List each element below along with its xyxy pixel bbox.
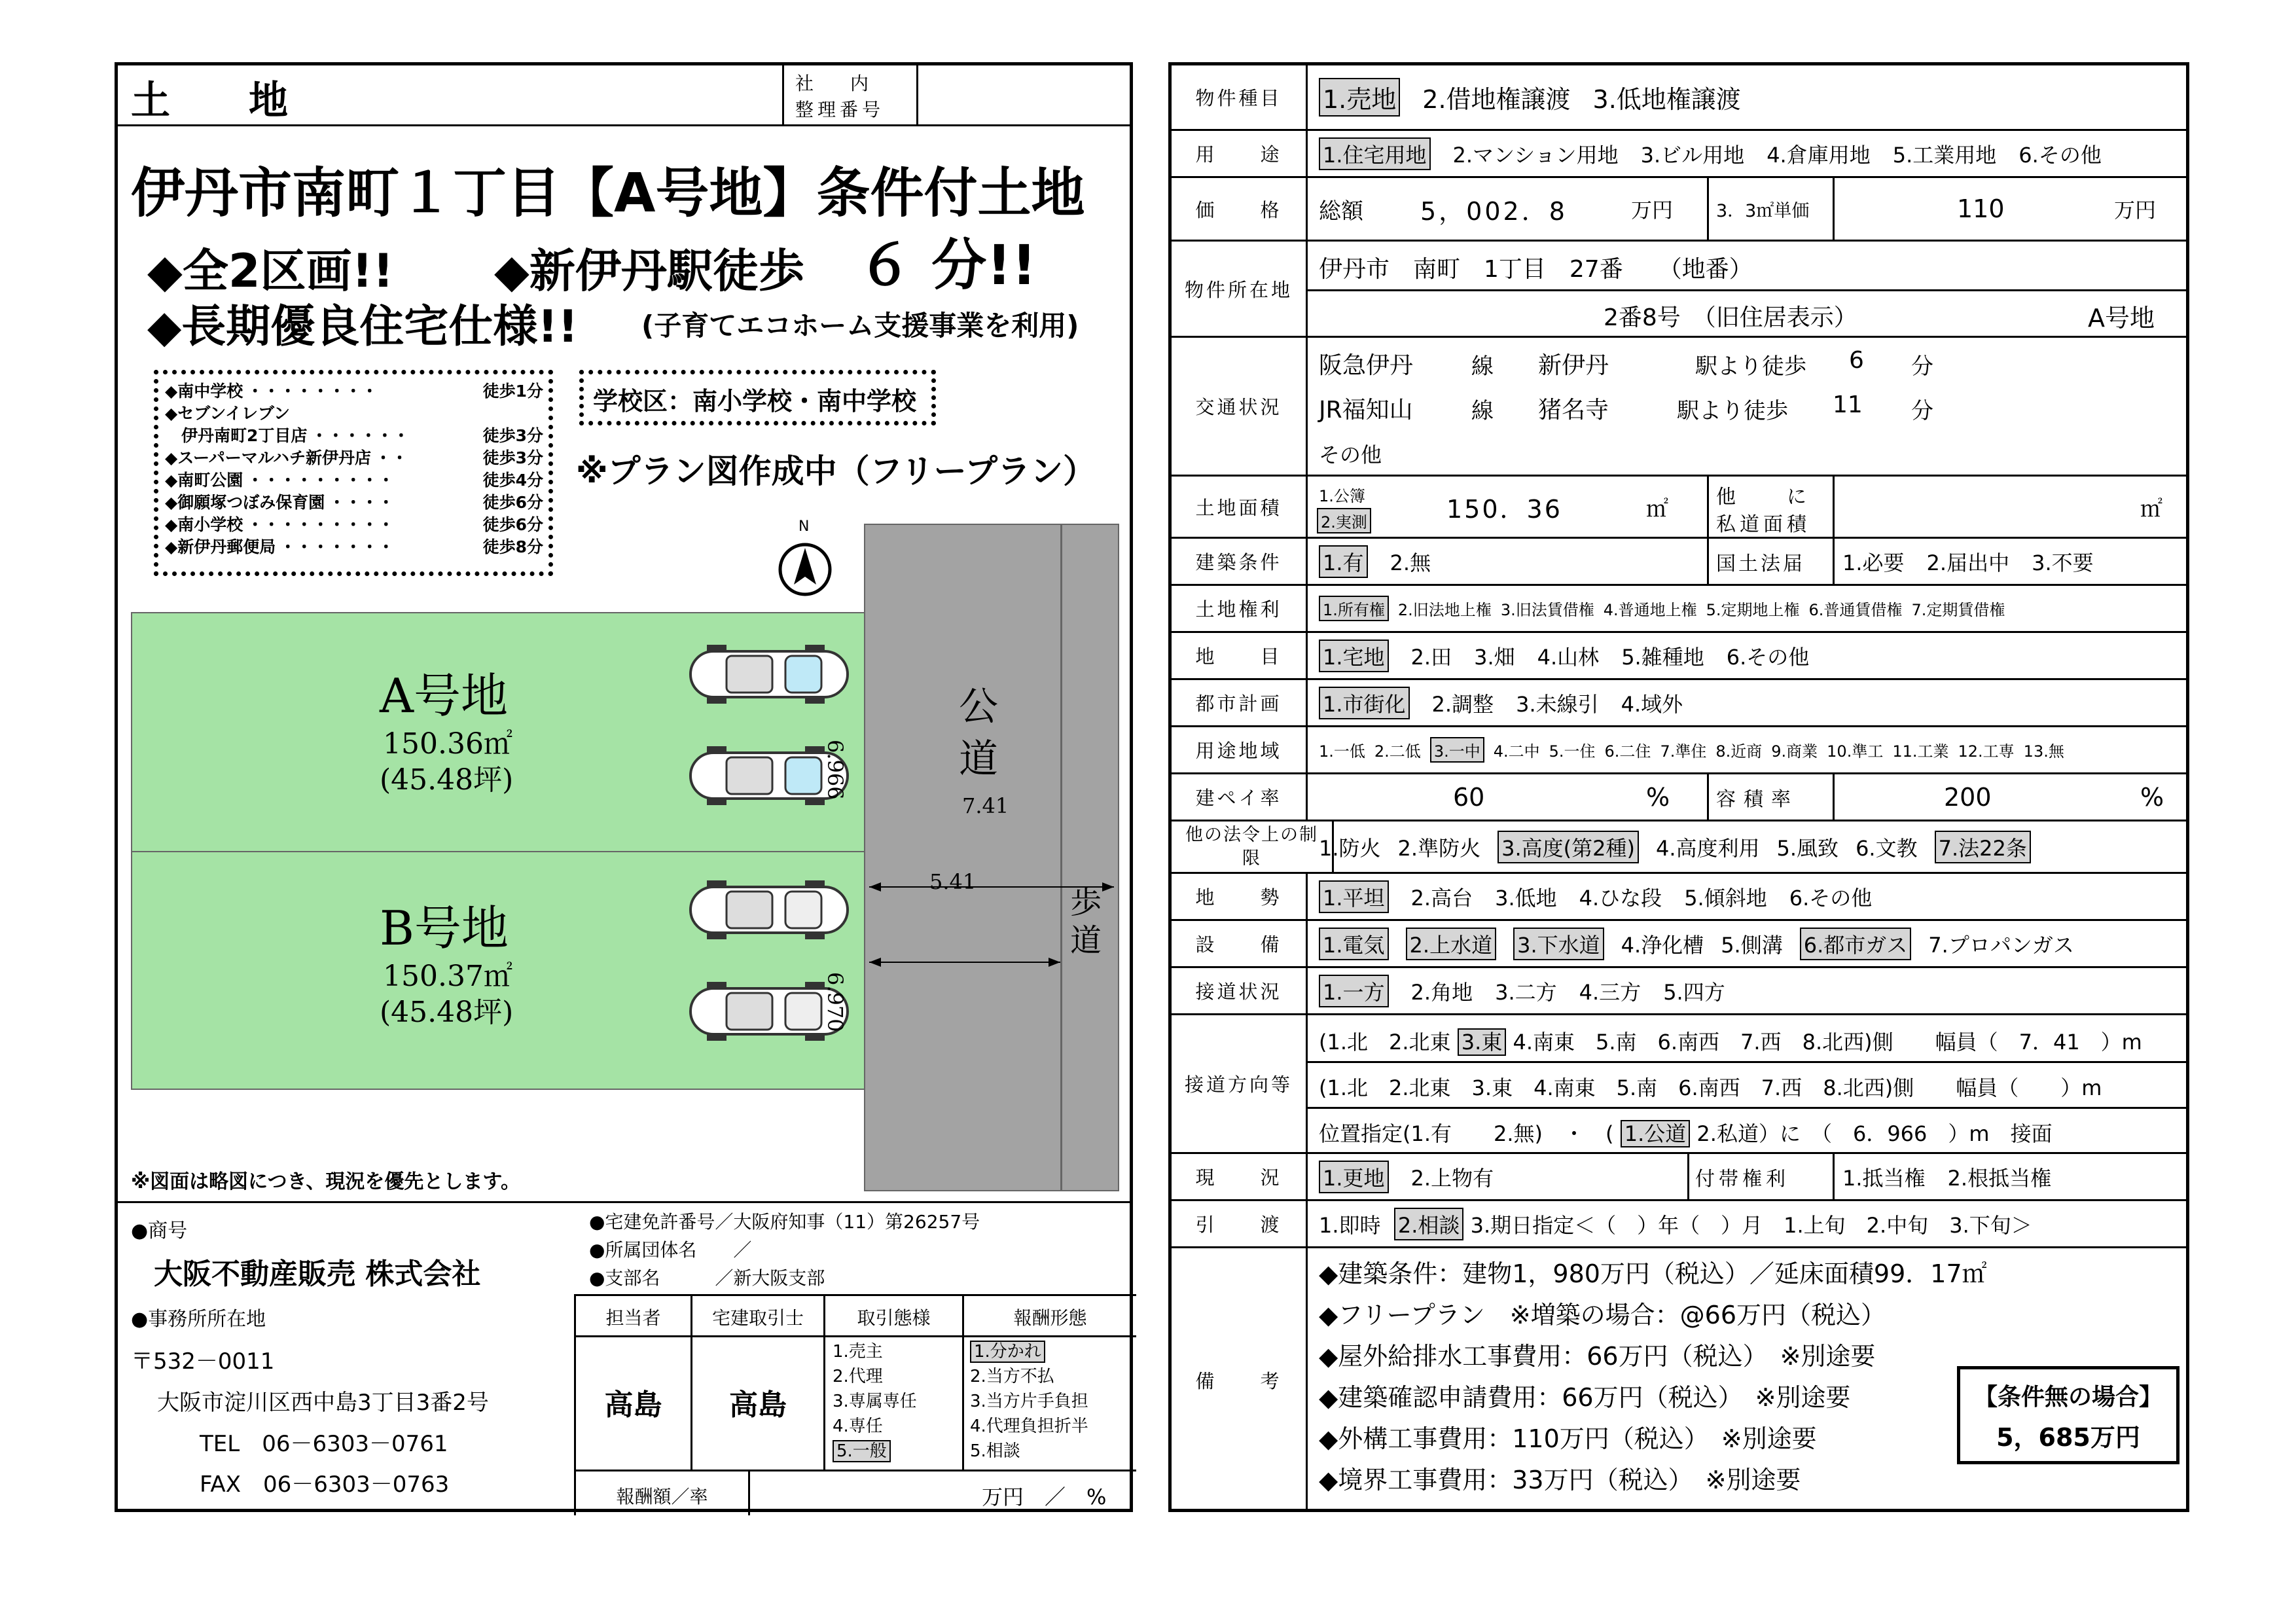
zoning-option: 10.準工 <box>1827 742 1884 761</box>
zoning-option: 2.二低 <box>1374 742 1421 761</box>
nearby-item <box>165 467 543 490</box>
label-use: 用 途 <box>1172 131 1308 176</box>
road-direction-1-selected: 3.東 <box>1458 1028 1507 1056</box>
nearby-item <box>165 401 543 423</box>
road-access-option: 1.一方 <box>1319 975 1389 1007</box>
terrain-option: 5.傾斜地 <box>1684 885 1767 911</box>
nearby-item-time: 徒歩6分 <box>482 515 543 534</box>
row-road-direction <box>1172 1015 2186 1154</box>
trade-type: 4.専任 <box>833 1416 883 1436</box>
zoning-option: 5.一住 <box>1549 742 1596 761</box>
nearby-item-name: ◆南中学校 <box>165 382 243 401</box>
current-option: 2.上物有 <box>1410 1165 1494 1191</box>
property-flyer-left <box>115 62 1133 1512</box>
nearby-item-name: ◆南町公園 <box>165 471 243 490</box>
restriction-option: 7.法22条 <box>1935 831 2031 863</box>
area-value: 150．36 <box>1446 494 1562 524</box>
trade-type-header: 取引態様 <box>857 1307 931 1329</box>
road-direction-2: (1.北 2.北東 3.東 4.南東 5.南 6.南西 7.西 8.北西)側 幅員（ ）m <box>1319 1075 2102 1100</box>
header-title: 土 地 <box>131 78 288 124</box>
office-label: ●事務所所在地 <box>131 1308 266 1331</box>
remark-line: ◆外構工事費用：110万円（税込） ※別途要 <box>1319 1424 1817 1453</box>
land-law-option: 3.不要 <box>2032 550 2094 575</box>
zoning-option: 12.工専 <box>1958 742 2015 761</box>
transport1-line-suffix: 線 <box>1471 353 1494 380</box>
lot-b-area: 150.37㎡ <box>383 960 512 993</box>
staff-table <box>574 1294 1136 1515</box>
bcr-value: 60 <box>1453 782 1485 812</box>
road-access-option: 4.三方 <box>1579 979 1641 1005</box>
terrain-option: 2.高台 <box>1410 885 1473 911</box>
use-option: 6.その他 <box>2018 142 2102 168</box>
land-law-label: 国土法届 <box>1716 552 1805 575</box>
road-access-option: 3.二方 <box>1495 979 1557 1005</box>
terrain-option: 4.ひな段 <box>1579 885 1662 911</box>
label-remarks: 備 考 <box>1172 1248 1308 1512</box>
category-option: 4.山林 <box>1537 644 1600 670</box>
rights-option: 6.普通賃借権 <box>1808 601 1903 619</box>
nearby-item-dots: ・・・・・・・ <box>279 537 395 556</box>
nearby-item-time: 徒歩1分 <box>482 382 543 401</box>
no-condition-box <box>1957 1366 2179 1464</box>
nearby-item-name: ◆スーパーマルハチ新伊丹店 <box>165 448 371 467</box>
nearby-item-dots: ・・・・ <box>329 493 395 512</box>
restriction-option: 3.高度(第2種) <box>1498 831 1639 863</box>
remark-line: ◆境界工事費用：33万円（税込） ※別途要 <box>1319 1466 1801 1494</box>
label-category: 地 目 <box>1172 633 1308 678</box>
category-option: 6.その他 <box>1726 644 1810 670</box>
nearby-item-dots: ・・・・・・・・・ <box>247 471 395 490</box>
city-plan-option: 2.調整 <box>1431 691 1494 717</box>
label-area: 土地面積 <box>1172 477 1308 537</box>
dim-road-width-2: 5.41 <box>929 869 977 894</box>
delivery-date: 3.期日指定＜（ ）年（ ）月 1.上旬 2.中旬 3.下旬＞ <box>1470 1212 2032 1238</box>
row-delivery <box>1172 1201 2186 1248</box>
school-district: 学校区：南小学校・南中学校 <box>593 387 917 416</box>
row-building-condition <box>1172 539 2186 586</box>
label-bcr: 建ペイ率 <box>1172 774 1308 820</box>
transport1-minutes: 6 <box>1849 347 1864 374</box>
zoning-option: 8.近商 <box>1715 742 1763 761</box>
terrain-option: 6.その他 <box>1789 885 1873 911</box>
row-terrain <box>1172 874 2186 921</box>
facility-option: 3.下水道 <box>1513 928 1604 960</box>
zoning-option: 6.二住 <box>1604 742 1651 761</box>
far-value: 200 <box>1944 782 1992 812</box>
road-direction-1-pre: (1.北 2.北東 <box>1319 1030 1451 1055</box>
rights-option: 7.定期賃借権 <box>1911 601 2005 619</box>
school-box <box>579 370 936 425</box>
transport2-line: JR福知山 <box>1319 397 1413 424</box>
fee-type: 2.当方不払 <box>970 1367 1054 1386</box>
zoning-option: 9.商業 <box>1771 742 1818 761</box>
label-current: 現 況 <box>1172 1154 1308 1199</box>
attached-rights-option: 1.抵当権 <box>1842 1165 1926 1191</box>
tel: TEL 06－6303－0761 <box>200 1431 448 1457</box>
fee-type: 3.当方片手負担 <box>970 1392 1088 1411</box>
far-label: 容積率 <box>1716 787 1799 811</box>
fee-type: 4.代理負担折半 <box>970 1416 1088 1436</box>
map-note: ※図面は略図につき、現況を優先とします。 <box>131 1170 520 1193</box>
label-delivery: 引 渡 <box>1172 1201 1308 1246</box>
nearby-item-time: 徒歩3分 <box>482 426 543 445</box>
nearby-item-dots: ・・・・・・ <box>311 426 410 445</box>
headline: 伊丹市南町１丁目【A号地】条件付土地 <box>131 162 1085 225</box>
area-registry: 1.公簿 <box>1319 487 1365 505</box>
attached-rights-option: 2.根抵当権 <box>1947 1165 2052 1191</box>
rights-option: 2.旧法地上権 <box>1397 601 1492 619</box>
dim-road-width: 7.41 <box>962 793 1009 818</box>
label-type: 物件種目 <box>1172 65 1308 129</box>
lot-b-tsubo: (45.48坪) <box>380 996 514 1029</box>
no-condition-title: 【条件無の場合】 <box>1973 1384 2162 1411</box>
sidewalk-label: 歩道 <box>1070 884 1102 959</box>
facility-option: 2.上水道 <box>1406 928 1497 960</box>
restriction-option: 4.高度利用 <box>1655 835 1760 861</box>
delivery-consult: 2.相談 <box>1394 1208 1464 1240</box>
unit-price: 110 <box>1957 194 2005 223</box>
private-road-unit: ㎡ <box>2140 496 2162 522</box>
label-location: 物件所在地 <box>1172 242 1308 336</box>
transport2-min-unit: 分 <box>1911 398 1933 424</box>
transport2-walk: 駅より徒歩 <box>1677 398 1788 424</box>
row-rights <box>1172 586 2186 633</box>
nearby-item-dots: ・・ <box>374 448 408 467</box>
land-law-option: 1.必要 <box>1842 550 1905 575</box>
nearby-box <box>154 370 553 576</box>
remark-line: ◆建築条件：建物1，980万円（税込）／延床面積99．17㎡ <box>1319 1259 1987 1288</box>
sub-long-term-note: (子育てエコホーム支援事業を利用) <box>641 310 1079 342</box>
use-option: 1.住宅用地 <box>1319 137 1431 170</box>
row-use <box>1172 131 2186 178</box>
transport1-min-unit: 分 <box>1911 353 1933 380</box>
rights-option: 4.普通地上権 <box>1603 601 1697 619</box>
unit-price-label: 3．3㎡単価 <box>1716 200 1810 221</box>
sub-station: ◆新伊丹駅徒歩 <box>494 244 804 298</box>
row-remarks <box>1172 1248 2186 1512</box>
bcr-unit: % <box>1646 782 1670 812</box>
zoning-option: 1.一低 <box>1319 742 1365 761</box>
road-access-option: 2.角地 <box>1410 979 1473 1005</box>
agent-name: 高島 <box>729 1388 787 1422</box>
transport1-walk: 駅より徒歩 <box>1695 353 1806 380</box>
dimension-lines <box>864 524 1119 1191</box>
price-total: 5，002．8 <box>1420 196 1568 226</box>
price-total-label: 総額 <box>1319 198 1363 225</box>
branch: ●支部名 ／新大阪支部 <box>589 1267 825 1289</box>
agent-header: 宅建取引士 <box>711 1307 804 1329</box>
remark-line: ◆屋外給排水工事費用：66万円（税込） ※別途要 <box>1319 1342 1876 1371</box>
nearby-item-name: ◆セブンイレブン <box>165 404 290 423</box>
fax: FAX 06－6303－0763 <box>200 1471 450 1498</box>
road-position <box>1319 1117 2053 1147</box>
row-transport <box>1172 338 2186 477</box>
lot-b-name: B号地 <box>380 901 509 956</box>
postal-code: 〒532－0011 <box>131 1348 275 1375</box>
company-name: 大阪不動産販売 株式会社 <box>154 1257 481 1291</box>
row-road-access <box>1172 968 2186 1015</box>
remark-line: ◆建築確認申請費用：66万円（税込） ※別途要 <box>1319 1383 1851 1412</box>
company-label: ●商号 <box>131 1219 188 1242</box>
rights-option: 3.旧法賃借権 <box>1500 601 1594 619</box>
staff-name: 高島 <box>604 1388 662 1422</box>
fee-type: 5.相談 <box>970 1441 1020 1461</box>
row-bcr <box>1172 774 2186 821</box>
delivery-immediate: 1.即時 <box>1319 1212 1381 1238</box>
row-zoning <box>1172 727 2186 774</box>
attached-rights-label: 付帯権利 <box>1695 1167 1789 1191</box>
road-position-selected: 1.公道 <box>1621 1120 1691 1147</box>
facility-option: 5.側溝 <box>1721 932 1783 958</box>
nearby-item-time: 徒歩3分 <box>482 448 543 467</box>
row-location <box>1172 242 2186 338</box>
dim-lot-a-frontage: 6.966 <box>823 740 848 800</box>
fee-units: 万円 ／ % <box>982 1485 1107 1509</box>
nearby-item <box>165 445 543 467</box>
delivery-options <box>1319 1201 2032 1246</box>
fee-type: 1.分かれ <box>970 1341 1045 1363</box>
nearby-item-name: 伊丹南町2丁目店 <box>165 426 308 445</box>
zoning-option: 7.準住 <box>1660 742 1707 761</box>
zoning-option: 3.一中 <box>1430 737 1484 763</box>
location-lot-number: 伊丹市 南町 1丁目 27番 （地番） <box>1319 256 1753 283</box>
facility-option: 7.プロパンガス <box>1928 932 2074 958</box>
type-option: 2.借地権譲渡 <box>1422 85 1571 114</box>
rights-option: 1.所有権 <box>1319 596 1389 621</box>
current-option: 1.更地 <box>1319 1161 1389 1193</box>
restriction-option: 1.防火 <box>1319 835 1381 861</box>
mgmt-label-2: 整理番号 <box>795 99 885 120</box>
north-label: N <box>798 518 810 535</box>
fee-label: 報酬額／率 <box>616 1486 708 1507</box>
zoning-option: 11.工業 <box>1892 742 1949 761</box>
nearby-item <box>165 534 543 556</box>
building-condition-option: 2.無 <box>1390 550 1431 575</box>
type-option: 1.売地 <box>1319 78 1400 117</box>
type-option: 3.低地権譲渡 <box>1592 85 1741 114</box>
category-option: 5.雑種地 <box>1621 644 1704 670</box>
transport1-station: 新伊丹 <box>1538 352 1609 379</box>
road-direction-1-post: 4.南東 5.南 6.南西 7.西 8.北西)側 幅員（ 7．41 ）m <box>1513 1030 2142 1055</box>
car-icon <box>687 641 851 707</box>
nearby-item <box>165 490 543 512</box>
city-plan-option: 3.未線引 <box>1516 691 1599 717</box>
terrain-option: 1.平坦 <box>1319 880 1389 913</box>
land-law-option: 2.届出中 <box>1926 550 2010 575</box>
row-type <box>1172 65 2186 131</box>
nearby-item-time: 徒歩4分 <box>482 471 543 490</box>
office-address: 大阪市淀川区西中島3丁目3番2号 <box>157 1390 489 1416</box>
lot-a-tsubo: (45.48坪) <box>380 763 514 797</box>
row-category <box>1172 633 2186 680</box>
row-restrictions <box>1172 821 2186 874</box>
nearby-item-time: 徒歩8分 <box>482 537 543 556</box>
area-unit: ㎡ <box>1646 496 1668 522</box>
nearby-item <box>165 512 543 534</box>
location-address: 2番8号 （旧住居表示） <box>1604 304 1857 331</box>
fee-type-header: 報酬形態 <box>1013 1307 1087 1329</box>
rights-option: 5.定期地上権 <box>1706 601 1800 619</box>
nearby-item-dots: ・・・・・・・・ <box>247 382 378 401</box>
plan-note: ※プラン図作成中（フリープラン） <box>576 452 1096 490</box>
road-position-post: 2.私道）に （ 6．966 ）m 接面 <box>1696 1121 2053 1146</box>
license-number: ●宅建免許番号／大阪府知事（11）第26257号 <box>589 1211 980 1233</box>
lot-a-area: 150.36㎡ <box>383 727 512 761</box>
transport1-line: 阪急伊丹 <box>1319 352 1414 379</box>
nearby-item-time: 徒歩6分 <box>482 493 543 512</box>
car-icon <box>687 877 851 943</box>
nearby-item <box>165 423 543 445</box>
road-position-pre: 位置指定(1.有 2.無) ・ ( <box>1319 1121 1614 1146</box>
road-access-option: 5.四方 <box>1663 979 1725 1005</box>
transport2-line-suffix: 線 <box>1471 398 1494 424</box>
label-facilities: 設 備 <box>1172 921 1308 966</box>
transport2-station: 猪名寺 <box>1538 397 1609 424</box>
row-price <box>1172 178 2186 242</box>
row-current <box>1172 1154 2186 1201</box>
label-road-direction: 接道方向等 <box>1172 1015 1308 1152</box>
area-measured: 2.実測 <box>1317 508 1371 533</box>
nearby-item-name: ◆南小学校 <box>165 515 243 534</box>
facility-option: 4.浄化槽 <box>1621 932 1704 958</box>
sub-minutes: ６ 分!! <box>857 233 1037 297</box>
use-option: 2.マンション用地 <box>1452 142 1619 168</box>
nearby-item-name: ◆新伊丹郵便局 <box>165 537 276 556</box>
transport-other: その他 <box>1319 442 1382 467</box>
road-direction-1 <box>1319 1026 2142 1056</box>
nearby-item-name: ◆御願塚つぼみ保育園 <box>165 493 325 512</box>
use-option: 4.倉庫用地 <box>1767 142 1871 168</box>
terrain-option: 3.低地 <box>1495 885 1557 911</box>
price-unit: 万円 <box>1631 198 1674 223</box>
label-restrictions: 他の法令上の制限 <box>1172 821 1334 872</box>
restriction-option: 6.文教 <box>1856 835 1918 861</box>
staff-header: 担当者 <box>605 1307 661 1329</box>
city-plan-option: 1.市街化 <box>1319 687 1410 719</box>
label-price: 価 格 <box>1172 178 1308 240</box>
use-option: 5.工業用地 <box>1892 142 1997 168</box>
property-details-table <box>1168 62 2189 1512</box>
transport2-minutes: 11 <box>1833 391 1863 418</box>
public-road-label: 公道 <box>959 684 998 782</box>
label-rights: 土地権利 <box>1172 586 1308 631</box>
city-plan-option: 4.域外 <box>1621 691 1683 717</box>
association: ●所属団体名 ／ <box>589 1239 752 1261</box>
sub-lots: ◆全2区画!! <box>147 244 394 298</box>
location-lot: A号地 <box>2088 304 2155 333</box>
remark-line: ◆フリープラン ※増築の場合：@66万円（税込） <box>1319 1301 1886 1329</box>
unit-price-unit: 万円 <box>2114 198 2157 223</box>
trade-type: 1.売主 <box>833 1342 883 1362</box>
dim-lot-b-frontage: 6.970 <box>823 972 848 1032</box>
private-road-label-1: 他 に <box>1716 486 1810 509</box>
label-building-condition: 建築条件 <box>1172 539 1308 584</box>
trade-type: 2.代理 <box>833 1367 883 1386</box>
nearby-item-dots: ・・・・・・・・・ <box>247 515 395 534</box>
label-zoning: 用途地域 <box>1172 727 1308 772</box>
no-condition-price: 5，685万円 <box>1996 1423 2140 1452</box>
restriction-option: 5.風致 <box>1776 835 1839 861</box>
row-facilities <box>1172 921 2186 968</box>
label-road-access: 接道状況 <box>1172 968 1308 1013</box>
mgmt-label-1: 社 内 <box>795 73 878 94</box>
restriction-option: 2.準防火 <box>1397 835 1481 861</box>
label-terrain: 地 勢 <box>1172 874 1308 919</box>
trade-type: 5.一般 <box>833 1440 891 1462</box>
sub-long-term: ◆長期優良住宅仕様!! <box>147 301 579 353</box>
nearby-item <box>165 378 543 401</box>
facility-option: 1.電気 <box>1319 928 1389 960</box>
category-option: 3.畑 <box>1474 644 1515 670</box>
label-city-plan: 都市計画 <box>1172 680 1308 725</box>
trade-type: 3.専属専任 <box>833 1392 917 1411</box>
far-unit: % <box>2140 782 2164 812</box>
private-road-label-2: 私道面積 <box>1716 513 1810 536</box>
lot-a-name: A号地 <box>380 668 508 723</box>
row-city-plan <box>1172 680 2186 727</box>
category-option: 1.宅地 <box>1319 640 1389 672</box>
zoning-option: 4.二中 <box>1493 742 1540 761</box>
label-transport: 交通状況 <box>1172 338 1308 475</box>
facility-option: 6.都市ガス <box>1800 928 1912 960</box>
building-condition-option: 1.有 <box>1319 545 1368 578</box>
category-option: 2.田 <box>1410 644 1452 670</box>
zoning-option: 13.無 <box>2023 742 2064 761</box>
use-option: 3.ビル用地 <box>1640 142 1745 168</box>
row-area <box>1172 477 2186 539</box>
